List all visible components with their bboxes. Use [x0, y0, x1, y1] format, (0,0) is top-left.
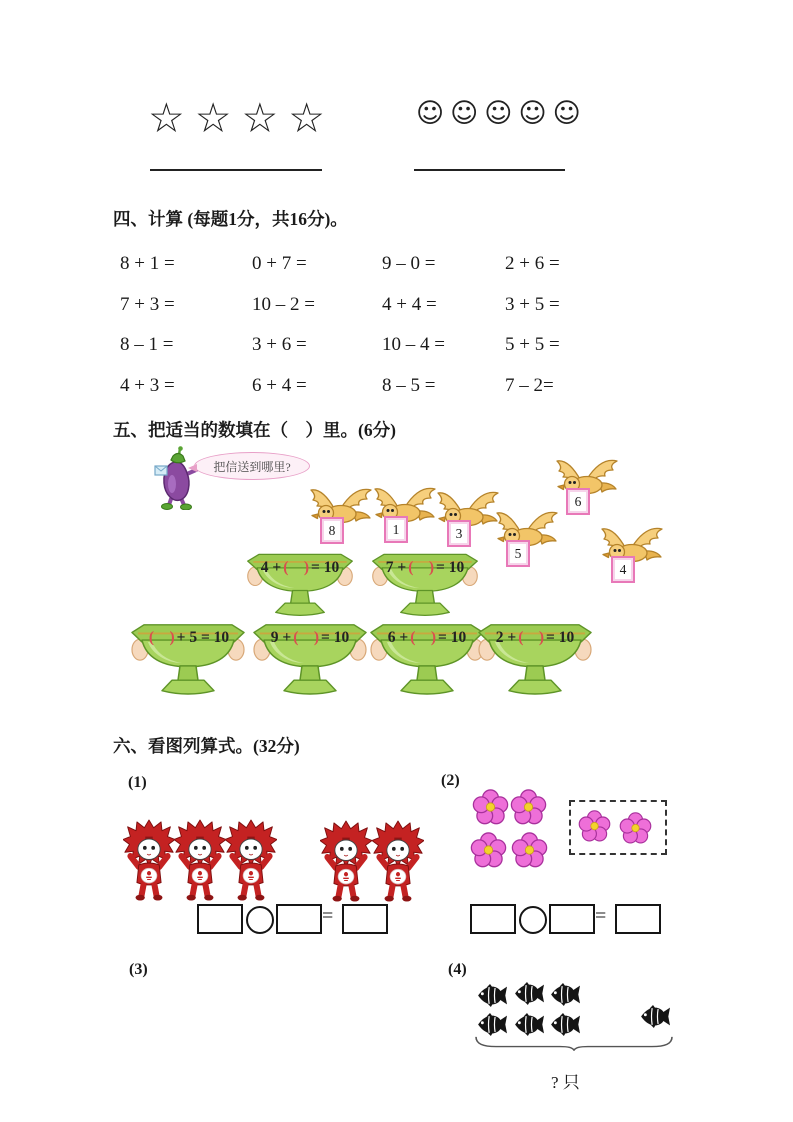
- bird-number-card: 5: [506, 540, 530, 567]
- bird-number-card: 8: [320, 517, 344, 544]
- flower-icon: [472, 789, 509, 826]
- bird-number-card: 1: [384, 516, 408, 543]
- bird-with-card: [551, 457, 623, 519]
- fish-icon: [510, 982, 544, 1005]
- fish-count-caption: ? 只: [551, 1073, 580, 1092]
- flower-icon: [619, 812, 652, 845]
- question-4-label: (4): [448, 961, 467, 978]
- operator-circle[interactable]: [519, 906, 547, 934]
- answer-box[interactable]: [276, 904, 322, 934]
- bowl-equation: 2 + ( ) = 10: [495, 629, 575, 646]
- fruit-bowl: [244, 551, 356, 625]
- question-1-label: (1): [128, 774, 147, 791]
- flame-mascot-icon: [174, 819, 226, 903]
- flower-icon: [511, 832, 548, 869]
- eggplant-mascot-icon: [152, 446, 204, 510]
- bowl-equation: 9 + ( ) = 10: [270, 629, 350, 646]
- answer-box[interactable]: [615, 904, 661, 934]
- fruit-bowl: [250, 621, 370, 705]
- calc-problem: 2 + 6 =: [505, 253, 560, 274]
- calc-problem: 3 + 6 =: [252, 334, 307, 356]
- bird-number-card: 3: [447, 520, 471, 547]
- calc-problem: 10 – 4 =: [382, 334, 445, 356]
- calc-problem: 4 + 3 =: [120, 375, 175, 397]
- calc-problem: 9 – 0 =: [382, 253, 436, 274]
- fish-icon: [473, 1013, 507, 1036]
- calc-problem: 6 + 4 =: [252, 375, 307, 397]
- flower-icon: [470, 832, 507, 869]
- calc-problem: 3 + 5 =: [505, 293, 560, 315]
- section-4-title: 四、计算 (每题1分，共16分)。: [113, 209, 348, 229]
- flame-mascot-icon: [372, 820, 424, 904]
- fish-icon: [510, 1013, 544, 1036]
- speech-bubble: [194, 452, 310, 480]
- flower-icon: [510, 789, 547, 826]
- calc-problem: 8 + 1 =: [120, 253, 175, 274]
- smiley-rating-icons: ☺☺☺☺☺: [416, 98, 587, 129]
- answer-row-q2: [470, 904, 660, 934]
- fish-icon: [636, 1005, 670, 1028]
- fruit-bowl: [128, 621, 248, 705]
- bowl-equation: ( ) + 5 = 10: [148, 629, 230, 646]
- answer-row-q1: [197, 904, 387, 934]
- calc-problem: 4 + 4 =: [382, 293, 437, 315]
- calc-problem-grid: [120, 253, 590, 416]
- fish-icon: [546, 1013, 580, 1036]
- bowl-equation: 6 + ( ) = 10: [387, 629, 467, 646]
- calc-problem: 0 + 7 =: [252, 253, 307, 274]
- equals-sign: =: [322, 905, 334, 927]
- calc-problem: 7 – 2=: [505, 375, 554, 397]
- smileys-underline: [414, 169, 565, 171]
- fish-icon: [473, 984, 507, 1007]
- calc-problem: 8 – 1 =: [120, 334, 174, 356]
- flower-icon: [578, 810, 611, 843]
- answer-box[interactable]: [197, 904, 243, 934]
- bird-with-card: [369, 485, 441, 547]
- bowl-equation: 4 + ( ) = 10: [260, 559, 340, 576]
- bird-number-card: 4: [611, 556, 635, 583]
- fruit-bowl: [475, 621, 595, 705]
- answer-box[interactable]: [549, 904, 595, 934]
- answer-box[interactable]: [342, 904, 388, 934]
- bird-number-card: 6: [566, 488, 590, 515]
- operator-circle[interactable]: [246, 906, 274, 934]
- bird-with-card: [596, 525, 668, 587]
- brace-icon: [474, 1036, 674, 1051]
- section-5-title: 五、把适当的数填在（ ）里。(6分): [113, 420, 396, 440]
- flame-mascot-icon: [320, 820, 372, 904]
- calc-problem: 8 – 5 =: [382, 375, 436, 397]
- star-rating-icons: ☆☆☆☆: [148, 94, 336, 142]
- calc-problem: 10 – 2 =: [252, 293, 315, 315]
- section-6-title: 六、看图列算式。(32分): [113, 736, 300, 756]
- flame-mascot-icon: [225, 819, 277, 903]
- answer-box[interactable]: [470, 904, 516, 934]
- fish-icon: [546, 983, 580, 1006]
- calc-problem: 5 + 5 =: [505, 334, 560, 356]
- calc-problem: 7 + 3 =: [120, 293, 175, 315]
- equals-sign: =: [595, 905, 607, 927]
- fruit-bowl: [369, 551, 481, 625]
- bird-with-card: [305, 486, 377, 548]
- speech-bubble-text: 把信送到哪里?: [213, 459, 291, 474]
- bowl-equation: 7 + ( ) = 10: [385, 559, 465, 576]
- fruit-bowl: [367, 621, 487, 705]
- flame-mascot-icon: [123, 819, 175, 903]
- question-3-label: (3): [129, 961, 148, 978]
- question-2-label: (2): [441, 772, 460, 789]
- stars-underline: [150, 169, 322, 171]
